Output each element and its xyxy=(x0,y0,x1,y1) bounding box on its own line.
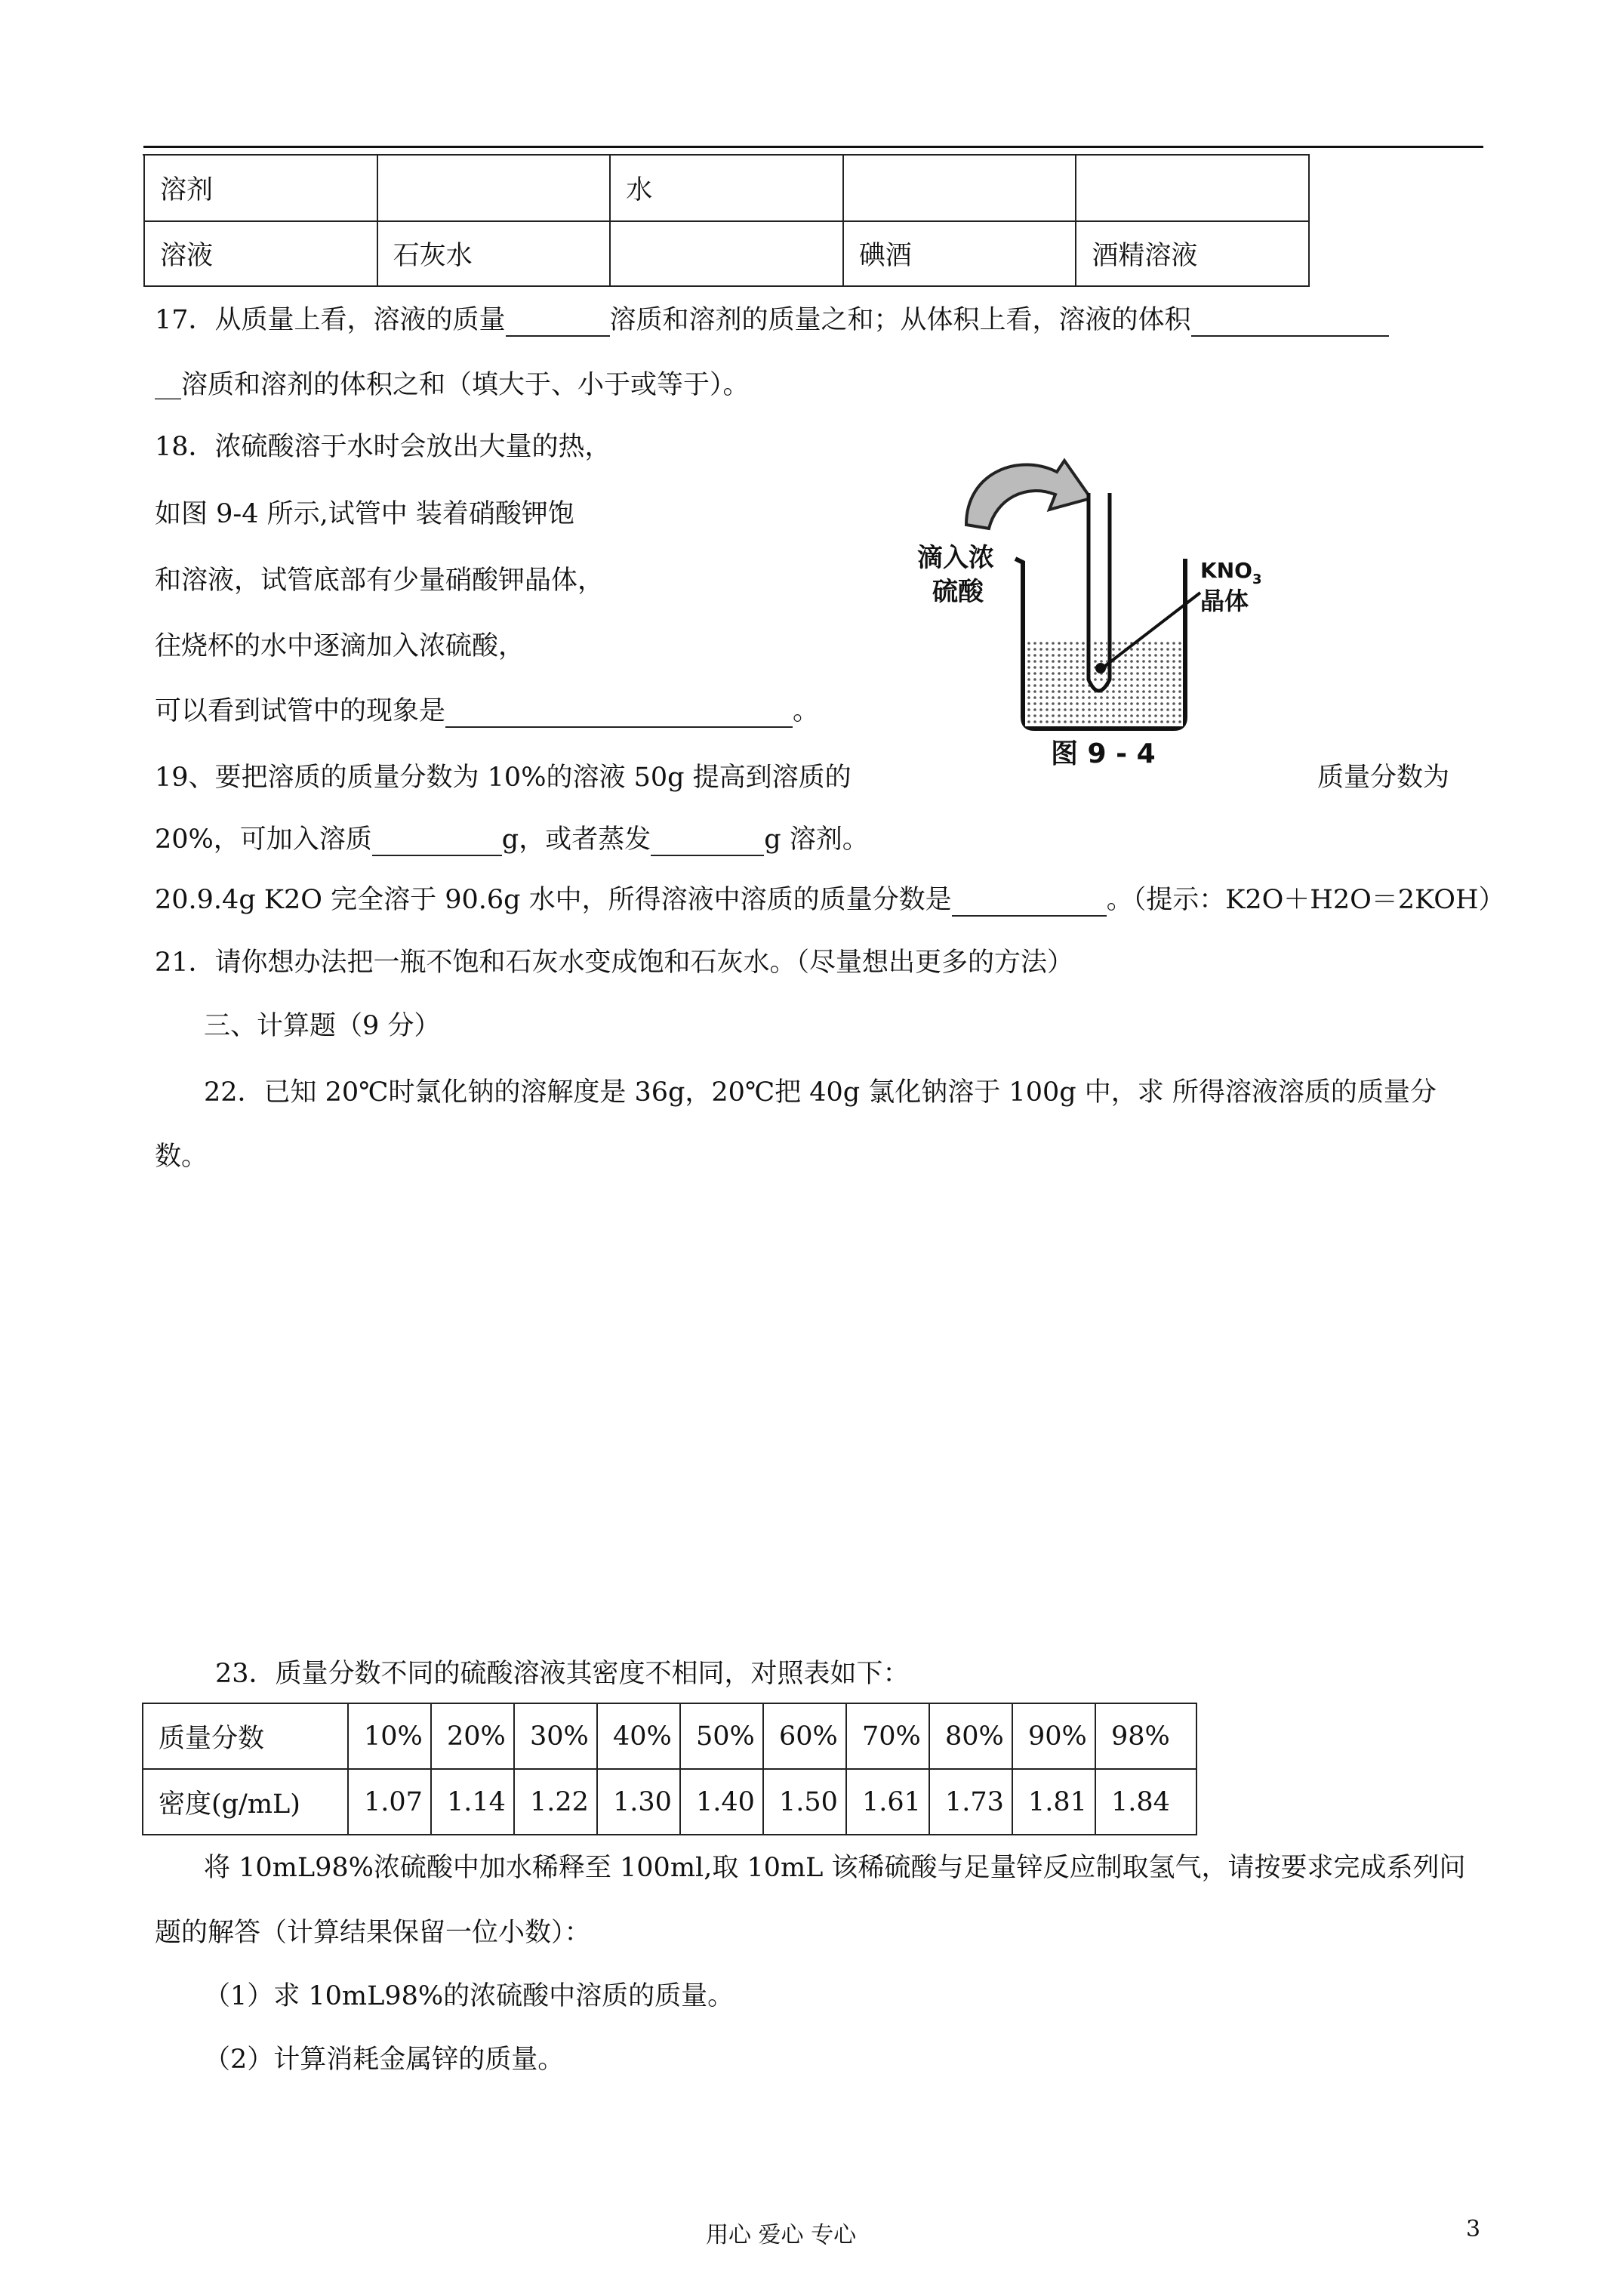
curved-arrow-icon xyxy=(966,461,1091,529)
question-19-line-2 xyxy=(155,823,869,856)
footer-slogan: 用心 爱心 专心 xyxy=(706,2222,857,2248)
figure-9-4 xyxy=(876,442,1298,766)
table-row xyxy=(144,155,1309,221)
table-cell: 70% xyxy=(846,1703,929,1769)
q19-text-b: g，或者蒸发 xyxy=(501,824,651,855)
table-cell: 1.73 xyxy=(929,1769,1012,1835)
figure-label-drop-1: 滴入浓 xyxy=(917,543,994,573)
question-23-intro: 23．质量分数不同的硫酸溶液其密度不相同，对照表如下： xyxy=(215,1659,910,1689)
table-cell: 1.84 xyxy=(1095,1769,1196,1835)
question-19-line-1-right: 质量分数为 xyxy=(1317,763,1450,793)
answer-blank[interactable] xyxy=(651,829,764,856)
table-row xyxy=(143,1703,1196,1769)
table-cell: 1.61 xyxy=(846,1769,929,1835)
table-cell: 水 xyxy=(610,155,843,221)
question-23-text-1: 将 10mL98%浓硫酸中加水稀释至 100ml,取 10mL 该稀硫酸与足量锌反应制取氢气，请按要求完成系列问 xyxy=(204,1853,1466,1883)
row-label: 溶液 xyxy=(144,221,377,286)
question-18-line-4: 往烧杯的水中逐滴加入浓硫酸， xyxy=(155,631,525,661)
table-cell xyxy=(377,155,611,221)
table-cell: 酒精溶液 xyxy=(1076,221,1309,286)
question-17-line-1 xyxy=(155,304,1389,337)
question-19-line-1: 19、要把溶质的质量分数为 10%的溶液 50g 提高到溶质的 xyxy=(155,763,852,793)
table-row xyxy=(144,221,1309,286)
question-22-line-2: 数。 xyxy=(155,1142,208,1172)
table-cell: 98% xyxy=(1095,1703,1196,1769)
table-cell: 1.30 xyxy=(597,1769,680,1835)
table-cell: 20% xyxy=(431,1703,514,1769)
header-rule xyxy=(143,146,1483,148)
question-23-sub-2: （2）计算消耗金属锌的质量。 xyxy=(204,2045,565,2075)
figure-label-crystal-1: $KNO_3$ xyxy=(1200,558,1262,587)
page-number: 3 xyxy=(1466,2216,1481,2242)
density-table xyxy=(142,1703,1197,1835)
q17-text-b: 溶质和溶剂的质量之和；从体积上看，溶液的体积 xyxy=(609,305,1191,335)
table-cell: 1.81 xyxy=(1012,1769,1095,1835)
figure-label-drop-2: 硫酸 xyxy=(932,577,984,607)
question-18-line-3: 和溶液，试管底部有少量硝酸钾晶体， xyxy=(155,566,605,596)
question-20 xyxy=(155,883,1504,917)
table-cell: 30% xyxy=(514,1703,597,1769)
q19-text-c: g 溶剂。 xyxy=(764,824,869,855)
table-cell: 50% xyxy=(680,1703,763,1769)
row-label: 密度(g/mL) xyxy=(143,1769,348,1835)
q19-text-a: 20%，可加入溶质 xyxy=(155,824,372,855)
answer-blank[interactable] xyxy=(1191,310,1389,337)
row-label: 质量分数 xyxy=(143,1703,348,1769)
table-cell: 1.07 xyxy=(348,1769,431,1835)
table-cell xyxy=(1076,155,1309,221)
q20-text-b: 。（提示：K2O＋H2O＝2KOH） xyxy=(1106,885,1505,915)
table-cell: 60% xyxy=(763,1703,846,1769)
question-23-text-2: 题的解答（计算结果保留一位小数）： xyxy=(155,1918,591,1948)
table-cell: 1.40 xyxy=(680,1769,763,1835)
question-18-line-2: 如图 9-4 所示,试管中 装着硝酸钾饱 xyxy=(155,499,574,529)
question-21: 21．请你想办法把一瓶不饱和石灰水变成饱和石灰水。（尽量想出更多的方法） xyxy=(155,948,1074,978)
table-cell: 10% xyxy=(348,1703,431,1769)
table-cell: 80% xyxy=(929,1703,1012,1769)
table-cell: 碘酒 xyxy=(843,221,1076,286)
section-3-heading: 三、计算题（9 分） xyxy=(204,1011,441,1041)
table-cell: 1.22 xyxy=(514,1769,597,1835)
answer-blank[interactable] xyxy=(372,829,502,856)
q18-end: 。 xyxy=(793,696,820,726)
answer-blank[interactable] xyxy=(952,889,1107,917)
table-row xyxy=(143,1769,1196,1835)
question-18-line-1: 18．浓硫酸溶于水时会放出大量的热， xyxy=(155,432,611,462)
table-cell: 1.50 xyxy=(763,1769,846,1835)
question-23-sub-1: （1）求 10mL98%的浓硫酸中溶质的质量。 xyxy=(204,1981,735,2011)
answer-blank[interactable] xyxy=(445,701,793,728)
q20-text-a: 20.9.4g K2O 完全溶于 90.6g 水中，所得溶液中溶质的质量分数是 xyxy=(155,885,952,915)
q17-text-a: 17．从质量上看，溶液的质量 xyxy=(155,305,506,335)
table-cell: 90% xyxy=(1012,1703,1095,1769)
q17-text-c: __溶质和溶剂的体积之和（填大于、小于或等于）。 xyxy=(155,370,750,400)
table-top-border xyxy=(143,154,1310,156)
question-22-line-1: 22．已知 20℃时氯化钠的溶解度是 36g，20℃把 40g 氯化钠溶于 100g 中，求 所得溶液溶质的质量分 xyxy=(204,1077,1437,1108)
answer-blank[interactable] xyxy=(506,310,610,337)
question-17-line-2 xyxy=(155,368,750,402)
q18-text: 可以看到试管中的现象是 xyxy=(155,696,446,726)
table-cell xyxy=(843,155,1076,221)
figure-caption: 图 9 - 4 xyxy=(1051,738,1156,766)
table-cell xyxy=(610,221,843,286)
table-cell: 石灰水 xyxy=(377,221,611,286)
row-label: 溶剂 xyxy=(144,155,377,221)
figure-label-crystal-2: 晶体 xyxy=(1200,587,1249,615)
solution-table xyxy=(143,154,1310,287)
question-18-line-5 xyxy=(155,695,819,728)
table-cell: 1.14 xyxy=(431,1769,514,1835)
table-cell: 40% xyxy=(597,1703,680,1769)
